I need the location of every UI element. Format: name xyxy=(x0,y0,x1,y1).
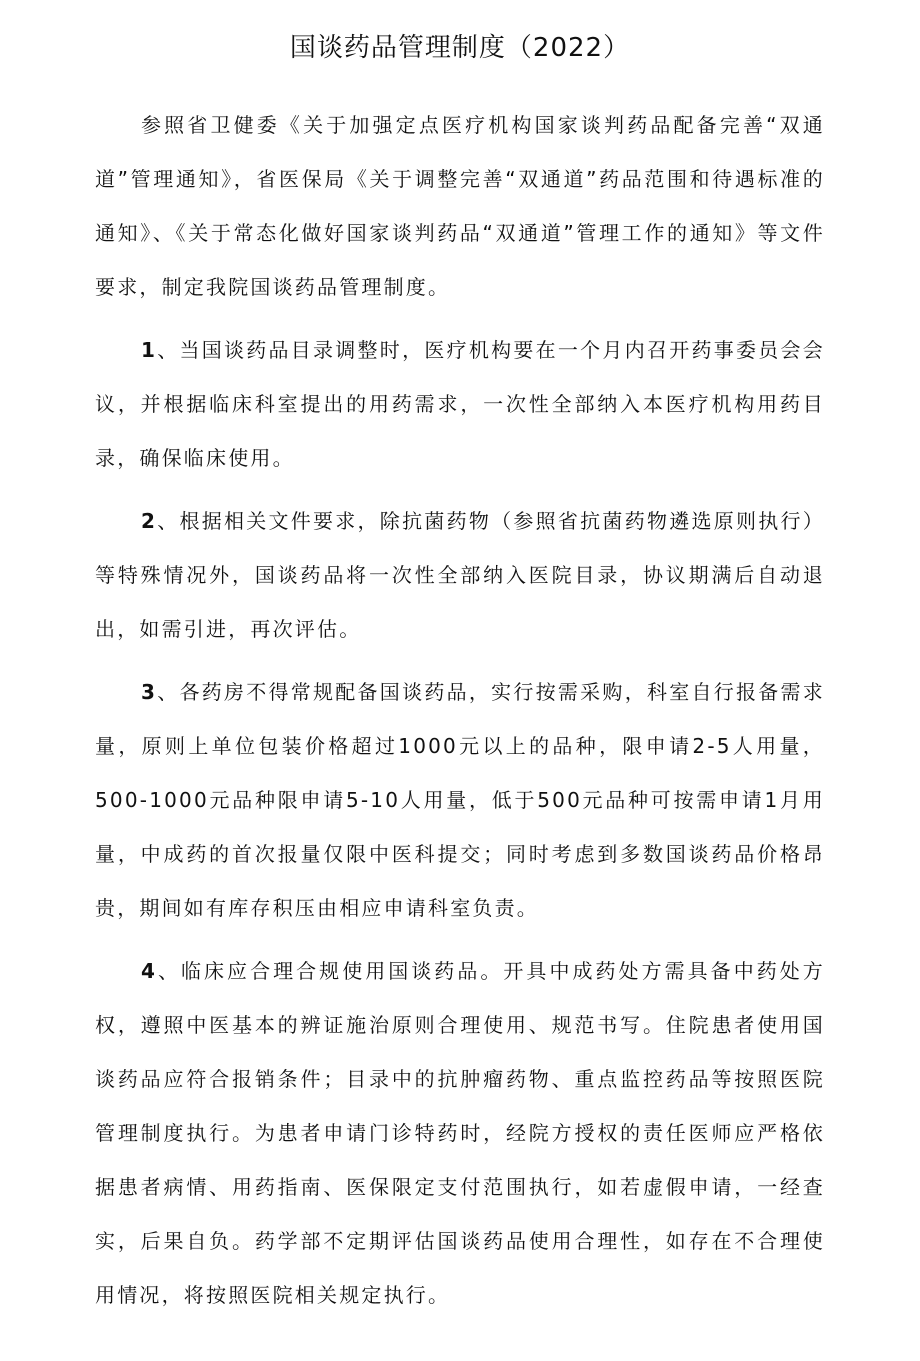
item-paragraph-4 xyxy=(95,944,825,1322)
item-paragraph-3 xyxy=(95,665,825,935)
item-number-1: 1 xyxy=(141,338,158,362)
item-number-3: 3 xyxy=(141,680,158,704)
item-text-3: 、各药房不得常规配备国谈药品，实行按需采购，科室自行报备需求量，原则上单位包装价格超过1000元以上的品种，限申请2-5人用量，500-1000元品种限申请5-10人用量，低于500元品种可按需申请1月用量，中成药的首次报量仅限中医科提交；同时考虑到多数国谈药品价格昂贵，期间如有库存积压由相应申请科室负责。 xyxy=(95,680,825,920)
item-number-4: 4 xyxy=(141,959,158,983)
intro-paragraph: 参照省卫健委《关于加强定点医疗机构国家谈判药品配备完善“双通道”管理通知》，省医保局《关于调整完善“双通道”药品范围和待遇标准的通知》、《关于常态化做好国家谈判药品“双通道”管理工作的通知》等文件要求，制定我院国谈药品管理制度。 xyxy=(95,113,825,299)
item-text-2: 、根据相关文件要求，除抗菌药物（参照省抗菌药物遴选原则执行）等特殊情况外，国谈药品将一次性全部纳入医院目录，协议期满后自动退出，如需引进，再次评估。 xyxy=(95,509,825,641)
item-text-1: 、当国谈药品目录调整时，医疗机构要在一个月内召开药事委员会会议，并根据临床科室提出的用药需求，一次性全部纳入本医疗机构用药目录，确保临床使用。 xyxy=(95,338,825,470)
document-title: 国谈药品管理制度（2022） xyxy=(289,33,631,63)
item-paragraph-2 xyxy=(95,494,825,656)
item-text-4: 、临床应合理合规使用国谈药品。开具中成药处方需具备中药处方权，遵照中医基本的辨证施治原则合理使用、规范书写。住院患者使用国谈药品应符合报销条件；目录中的抗肿瘤药物、重点监控药品等按照医院管理制度执行。为患者申请门诊特药时，经院方授权的责任医师应严格依据患者病情、用药指南、医保限定支付范围执行，如若虚假申请，一经查实，后果自负。药学部不定期评估国谈药品使用合理性，如存在不合理使用情况，将按照医院相关规定执行。 xyxy=(95,959,825,1307)
item-paragraph-1 xyxy=(95,323,825,485)
item-number-2: 2 xyxy=(141,509,158,533)
